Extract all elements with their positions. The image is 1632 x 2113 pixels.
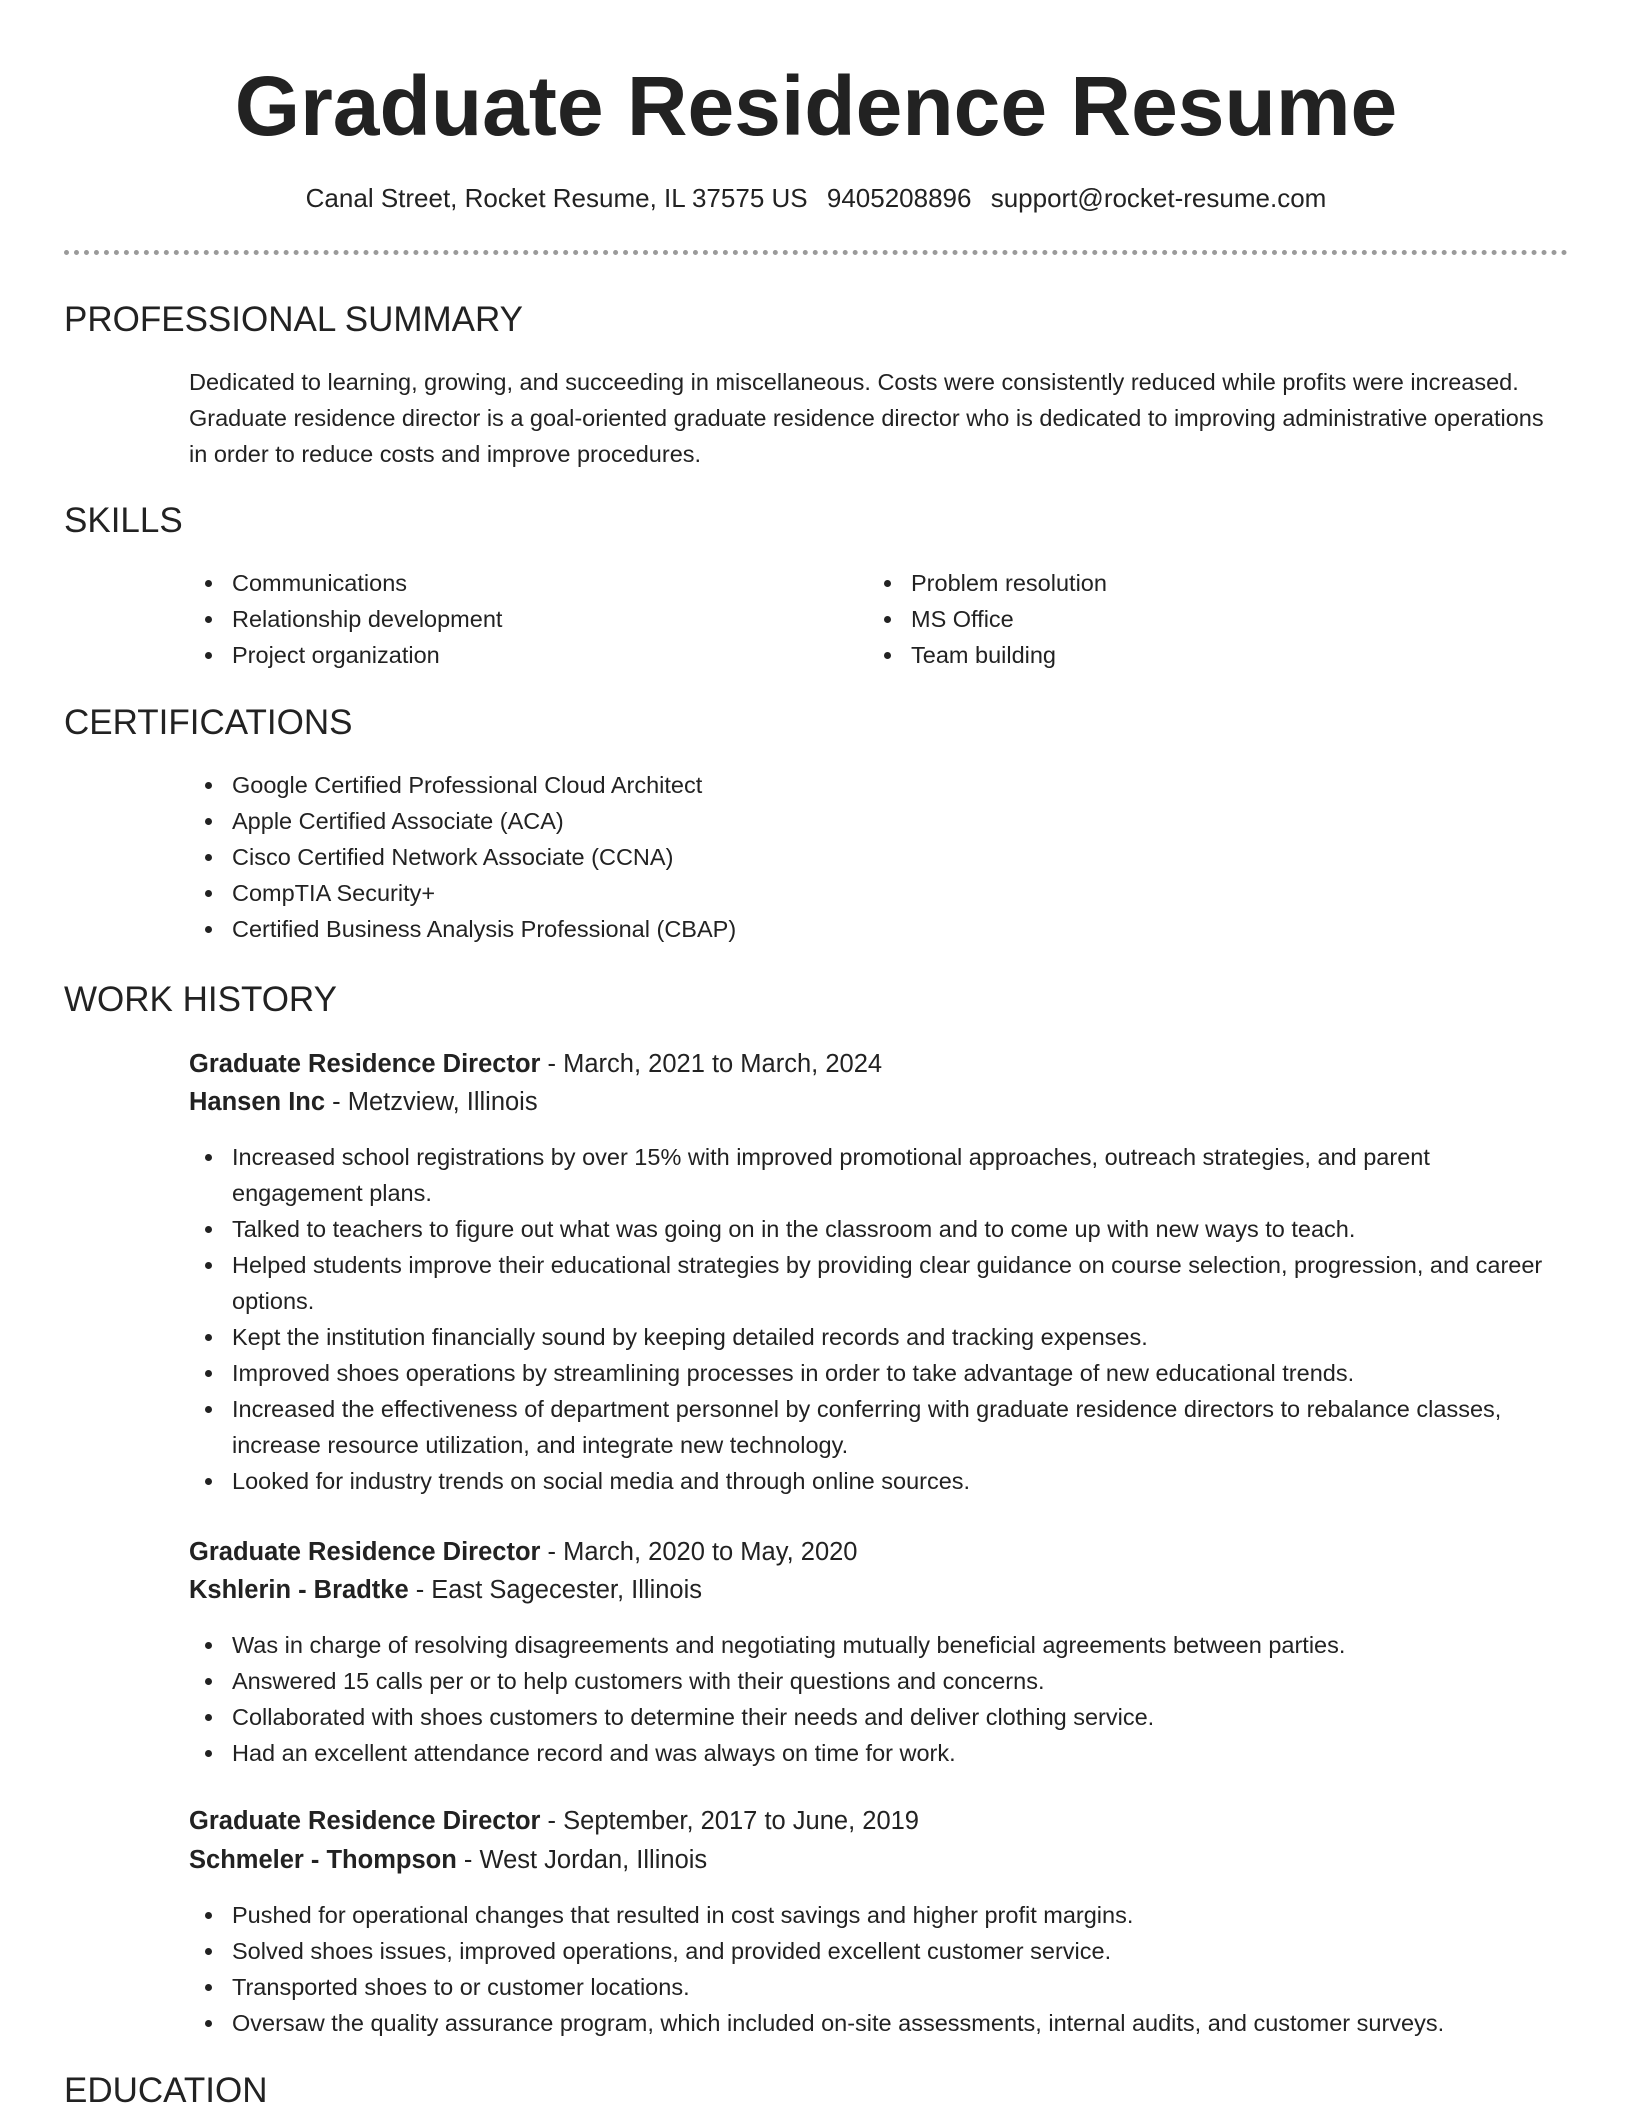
certification-item: Certified Business Analysis Professional (CBAP) xyxy=(188,911,1558,947)
job-bullet: Looked for industry trends on social media and through online sources. xyxy=(188,1463,1558,1499)
job-company: Hansen Inc xyxy=(189,1088,326,1116)
job-bullet: Was in charge of resolving disagreements and negotiating mutually beneficial agreements between parties. xyxy=(188,1627,1558,1663)
job-bullet: Increased school registrations by over 15% with improved promotional approaches, outreach strategies, and parent engagement plans. xyxy=(188,1139,1558,1211)
header-divider xyxy=(64,250,1568,255)
job-bullet: Oversaw the quality assurance program, which included on-site assessments, internal audits, and customer surveys. xyxy=(188,2005,1558,2041)
skill-item: Project organization xyxy=(188,637,848,673)
contact-line xyxy=(0,180,1632,216)
job-company: Kshlerin - Bradtke xyxy=(189,1576,409,1604)
certification-item: CompTIA Security+ xyxy=(188,875,1558,911)
job-role: Graduate Residence Director xyxy=(189,1050,541,1078)
certification-item: Apple Certified Associate (ACA) xyxy=(188,803,1558,839)
job-company-line xyxy=(189,1083,538,1121)
education-heading: EDUCATION xyxy=(64,2071,268,2110)
job-company-line xyxy=(189,1571,702,1609)
skills-list-left xyxy=(188,565,848,673)
job-bullet: Had an excellent attendance record and was always on time for work. xyxy=(188,1735,1558,1771)
job-title-line xyxy=(189,1533,858,1571)
work-history-heading: WORK HISTORY xyxy=(64,980,337,1019)
skill-item: Team building xyxy=(867,637,1527,673)
contact-phone: 9405208896 xyxy=(826,183,972,213)
summary-text: Dedicated to learning, growing, and succeeding in miscellaneous. Costs were consistently reduced while profits were increased. Graduate residence director is a goal-oriented graduate residence director who is dedicated to improving administrative operations in order to reduce costs and improve procedures. xyxy=(189,369,1544,467)
job-bullet: Solved shoes issues, improved operations, and provided excellent customer service. xyxy=(188,1933,1558,1969)
contact-address: Canal Street, Rocket Resume, IL 37575 US xyxy=(305,183,808,213)
job-bullet: Kept the institution financially sound by keeping detailed records and tracking expenses. xyxy=(188,1319,1558,1355)
job-location: - East Sagecester, Illinois xyxy=(408,1576,703,1604)
job-bullet: Pushed for operational changes that resulted in cost savings and higher profit margins. xyxy=(188,1897,1558,1933)
job-dates: - September, 2017 to June, 2019 xyxy=(540,1807,919,1835)
job-location: - West Jordan, Illinois xyxy=(456,1846,708,1874)
job-bullet: Talked to teachers to figure out what was going on in the classroom and to come up with new ways to teach. xyxy=(188,1211,1558,1247)
job-company: Schmeler - Thompson xyxy=(189,1846,457,1874)
skill-item: MS Office xyxy=(867,601,1527,637)
skill-item: Problem resolution xyxy=(867,565,1527,601)
skill-item: Communications xyxy=(188,565,848,601)
job-bullets xyxy=(188,1139,1558,1499)
job-role: Graduate Residence Director xyxy=(189,1807,541,1835)
job-bullet: Increased the effectiveness of department personnel by conferring with graduate residence directors to rebalance classes, increase resource utilization, and integrate new technology. xyxy=(188,1391,1558,1463)
certifications-list xyxy=(188,767,1558,947)
job-bullets xyxy=(188,1627,1558,1771)
job-bullet: Helped students improve their educational strategies by providing clear guidance on course selection, progression, and career options. xyxy=(188,1247,1558,1319)
resume-name: Graduate Residence Resume xyxy=(234,59,1398,153)
contact-email: support@rocket-resume.com xyxy=(990,183,1327,213)
job-location: - Metzview, Illinois xyxy=(325,1088,538,1116)
certification-item: Google Certified Professional Cloud Architect xyxy=(188,767,1558,803)
skill-item: Relationship development xyxy=(188,601,848,637)
job-dates: - March, 2021 to March, 2024 xyxy=(540,1050,883,1078)
summary-heading: PROFESSIONAL SUMMARY xyxy=(64,300,523,339)
job-bullet: Transported shoes to or customer locations. xyxy=(188,1969,1558,2005)
job-role: Graduate Residence Director xyxy=(189,1538,541,1566)
job-title-line xyxy=(189,1045,882,1083)
skills-heading: SKILLS xyxy=(64,501,183,540)
job-dates: - March, 2020 to May, 2020 xyxy=(540,1538,858,1566)
skills-list-right xyxy=(867,565,1527,673)
job-bullet: Collaborated with shoes customers to determine their needs and deliver clothing service. xyxy=(188,1699,1558,1735)
job-bullets xyxy=(188,1897,1558,2041)
certifications-heading: CERTIFICATIONS xyxy=(64,703,353,742)
job-title-line xyxy=(189,1802,919,1840)
job-company-line xyxy=(189,1841,707,1879)
job-bullet: Improved shoes operations by streamlining processes in order to take advantage of new educational trends. xyxy=(188,1355,1558,1391)
job-bullet: Answered 15 calls per or to help customers with their questions and concerns. xyxy=(188,1663,1558,1699)
certification-item: Cisco Certified Network Associate (CCNA) xyxy=(188,839,1558,875)
